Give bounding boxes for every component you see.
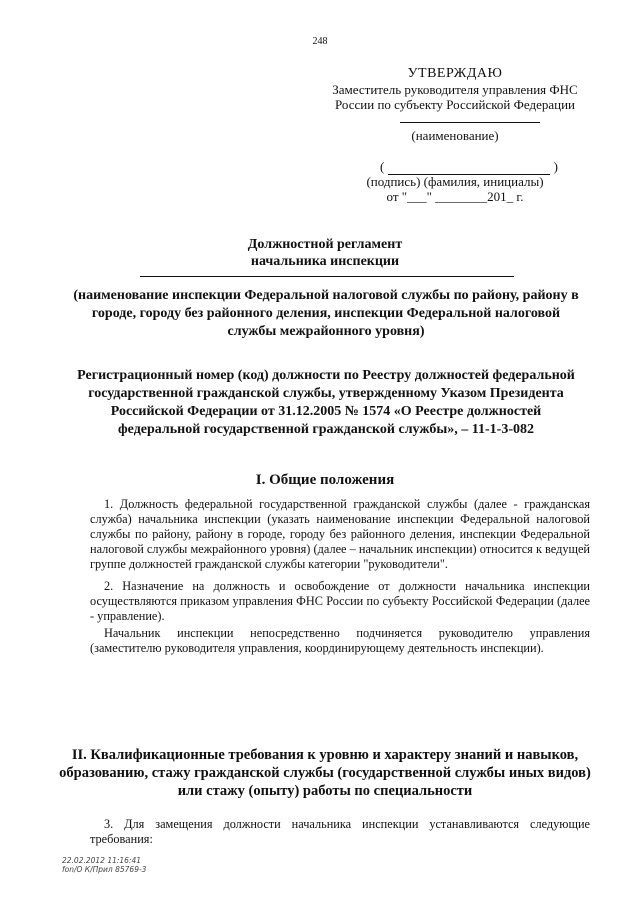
section1-paragraph-3: Начальник инспекции непосредственно подчиняется руководителю управления (заместителю руководителя управления, координирующему деятельность инспекции).: [90, 626, 590, 655]
signature-caption: (подпись) (фамилия, инициалы): [366, 174, 544, 189]
footer-line1: 22.02.2012 11:16:41: [62, 856, 142, 865]
inspection-name: (наименование инспекции Федеральной налоговой службы по району, району в городе, городу без районного деления, инспекции Федеральной налоговой службы межрайонного уровня): [73, 288, 579, 339]
footer-stamp: [62, 856, 146, 874]
page-number: 248: [312, 36, 328, 47]
section1-heading: I. Общие положения: [255, 472, 395, 488]
name-caption: (наименование): [411, 128, 499, 143]
title-rule: [140, 276, 514, 277]
signature-open-paren: (: [380, 159, 385, 174]
approval-title: УТВЕРЖДАЮ: [407, 66, 503, 81]
section2-heading: II. Квалификационные требования к уровню и характеру знаний и навыков, образованию, стажу гражданской службы (государственной службы иных видов) или стажу (опыту) работы по специальности: [59, 747, 591, 799]
signature-close-paren: ): [553, 159, 558, 174]
approval-position-line1: Заместитель руководителя управления ФНС: [332, 82, 578, 97]
document-title: Должностной регламент: [247, 237, 403, 252]
section1-paragraph-2: 2. Назначение на должность и освобождение от должности начальника инспекции осуществляются приказом управления ФНС России по субъекту Российской Федерации (далее - управление).: [90, 579, 590, 623]
section1-paragraph-1: 1. Должность федеральной государственной гражданской службы (далее - гражданская служба) начальника инспекции (указать наименование инспекции Федеральной налоговой службы по району, району в городе, городу без районного деления, инспекции Федеральной налоговой службы межрайонного уровня) (далее – начальник инспекции) относится к ведущей группе должностей гражданской службы категории "руководители".: [90, 497, 590, 571]
section2-paragraph-1: 3. Для замещения должности начальника инспекции устанавливаются следующие требования:: [90, 817, 590, 846]
registration-number: Регистрационный номер (код) должности по Реестру должностей федеральной государственной гражданской службы, утвержденному Указом Президента Российской Федерации от 31.12.2005 № 1574 «О Реестре должностей федеральной государственной гражданской службы», – 11-1-3-082: [77, 368, 575, 437]
footer-line2: fon/O К/Прил 85769-3: [62, 865, 147, 874]
name-fill-line: [400, 122, 540, 123]
approval-date-line: от "___" ________201_ г.: [386, 189, 524, 204]
approval-position-line2: России по субъекту Российской Федерации: [335, 97, 575, 112]
document-subtitle: начальника инспекции: [250, 254, 400, 269]
